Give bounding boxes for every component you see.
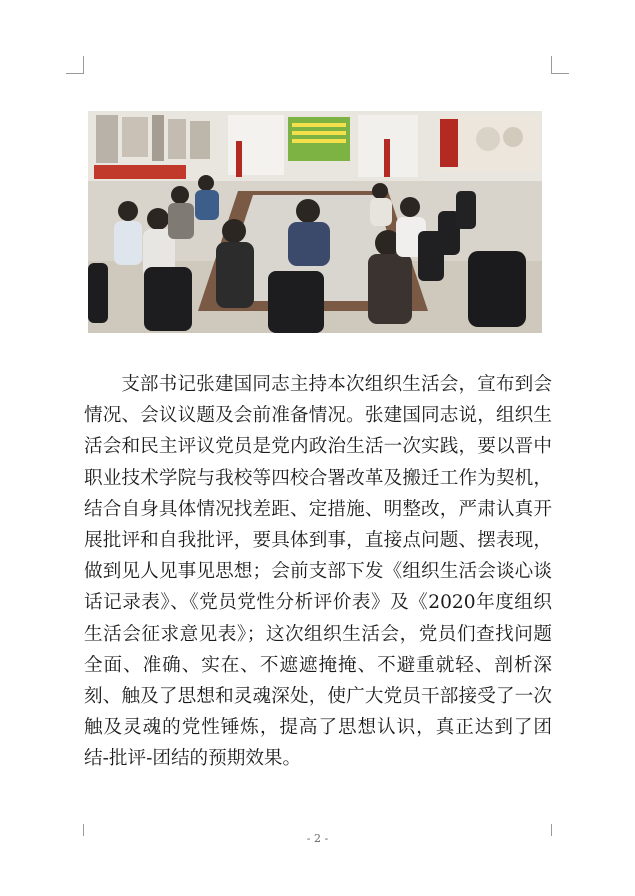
crop-mark-top-left-h — [66, 73, 84, 74]
page-number: - 2 - — [306, 832, 329, 845]
crop-mark-top-right-v — [551, 56, 552, 74]
crop-mark-top-left-v — [83, 56, 84, 74]
body-text — [84, 369, 552, 775]
meeting-photo-illustration — [88, 111, 542, 333]
meeting-photo — [88, 111, 542, 333]
crop-mark-top-right-h — [551, 73, 569, 74]
body-paragraph: 支部书记张建国同志主持本次组织生活会，宣布到会情况、会议议题及会前准备情况。张建国同志说，组织生活会和民主评议党员是党内政治生活一次实践，要以晋中职业技术学院与我校等四校合署改革及搬迁工作为契机，结合自身具体情况找差距、定措施、明整改，严肃认真开展批评和自我批评，要具体到事，直接点问题、摆表现，做到见人见事见思想；会前支部下发《组织生活会谈心谈话记录表》、《党员党性分析评价表》及《2020年度组织生活会征求意见表》；这次组织生活会，党员们查找问题全面、准确、实在、不遮遮掩掩、不避重就轻、剖析深刻、触及了思想和灵魂深处，使广大党员干部接受了一次触及灵魂的党性锤炼，提高了思想认识，真正达到了团结-批评-团结的预期效果。 — [84, 374, 552, 770]
